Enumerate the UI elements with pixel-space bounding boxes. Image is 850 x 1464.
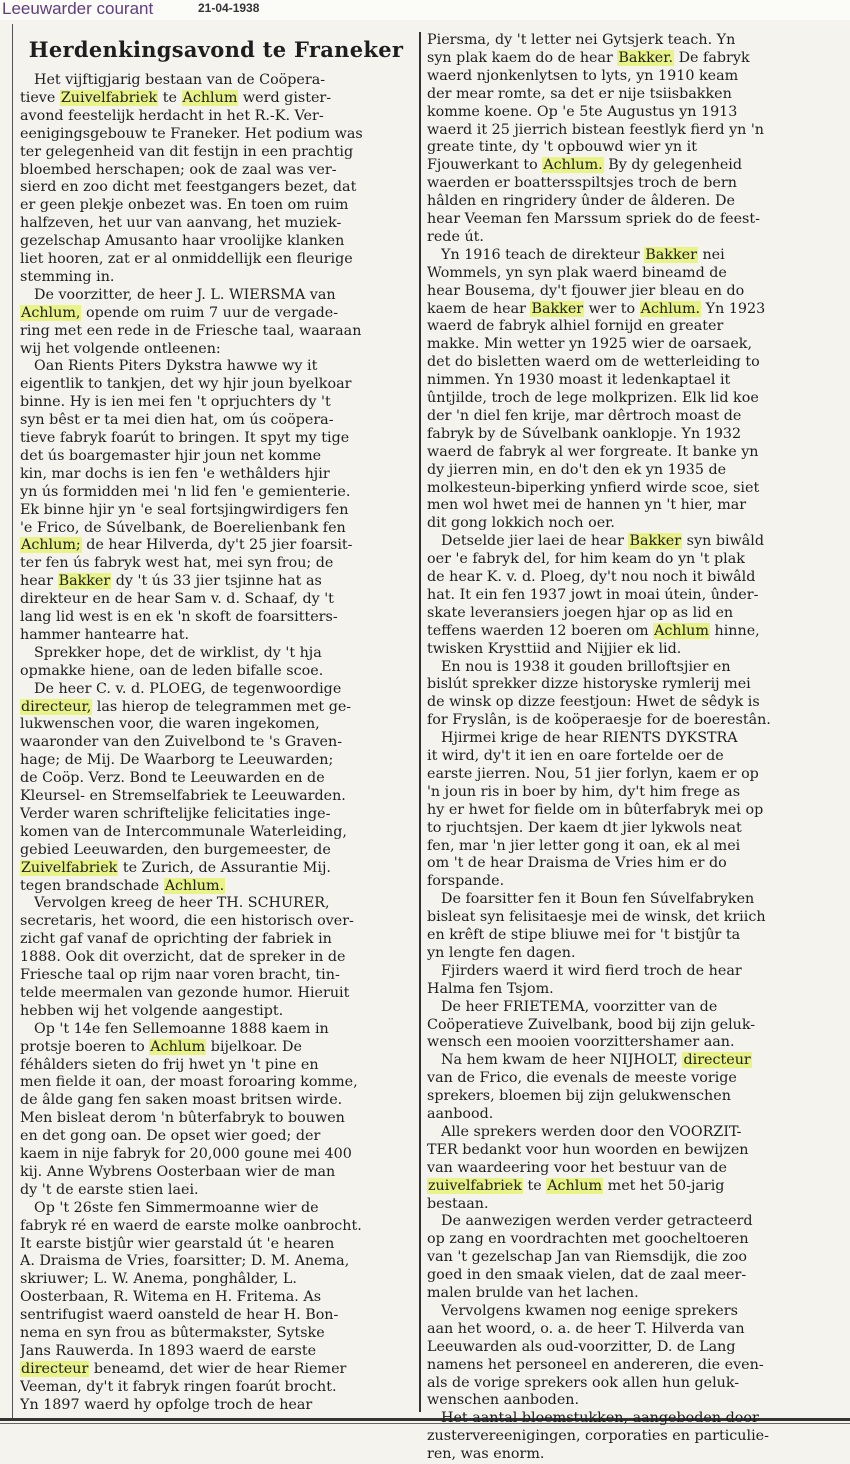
right-line: forspande. (427, 873, 505, 890)
left-line: eigentlik to tankjen, det wy hjir joun byelkoar (20, 376, 352, 393)
left-line: ter fen ús fabryk west hat, mei syn frou; de (20, 555, 334, 572)
search-highlight: Achlum. (640, 300, 701, 317)
right-line: hear Bousema, dy't fjouwer jier bleau en do (427, 282, 745, 299)
search-highlight: Achlum; (21, 537, 81, 554)
left-line: skriuwer; L. W. Anema, ponghâlder, L. (20, 1271, 297, 1288)
right-line: waerd it 25 jierrich bistean feestlyk fierd yn 'n (427, 121, 765, 138)
search-highlight: Bakker (58, 573, 111, 590)
right-line: en krêft de stipe bliuwe mei for 't bistjûr ta (427, 927, 741, 943)
column-divider (419, 32, 421, 1412)
left-line: Het vijftigjarig bestaan van de Coöpera- (34, 72, 326, 88)
left-line: ring met een rede in de Friesche taal, waaraan (20, 322, 362, 339)
left-line: Verder waren schriftelijke felicitaties inge- (20, 805, 331, 822)
right-line: van 't gezelschap Jan van Riemsdijk, die zoo (427, 1249, 747, 1266)
left-line: secretaris, het woord, die een historisch over- (20, 913, 354, 930)
right-line: oer 'e fabryk del, for him keam do yn 't plak (427, 551, 745, 568)
right-line: namens het personeel en andereren, die even- (427, 1356, 764, 1373)
right-line: to rjuchtsjen. Der kaem dt jier lykwols neat (427, 819, 742, 836)
left-line: zicht gaf vanaf de oprichting der fabriek in (20, 931, 332, 948)
right-line: yn lengte fen dagen. (427, 944, 576, 961)
right-line: bestaan. (427, 1195, 489, 1212)
search-highlight: Bakker (645, 246, 697, 263)
right-line: zuivelfabriek te Achlum met het 50-jarig (428, 1177, 725, 1194)
left-line: hear Bakker dy 't ús 33 jier tsjinne hat as (20, 573, 322, 590)
search-highlight: Achlum (150, 1038, 206, 1055)
search-highlight: zuivelfabriek (428, 1177, 522, 1194)
right-line: bislút sprekker dizze historyske rymlerij mei (427, 676, 751, 693)
left-line: Op 't 14e fen Sellemoanne 1888 kaem in (34, 1020, 329, 1037)
right-line: van de Frico, die evenals de meeste vorige (427, 1070, 737, 1087)
left-line: sierd en zoo dicht met feestgangers bezet, dat (20, 179, 357, 196)
left-line: gebied Leeuwarden, den burgemeester, de (20, 841, 331, 858)
right-line: syn plak kaem do de hear Bakker. De fabryk (427, 49, 750, 66)
left-line: hebben wij het volgende aangestipt. (20, 1002, 284, 1019)
search-highlight: Achlum, (21, 304, 81, 321)
left-line: kaem in nije fabryk for 20,000 goune mei 400 (20, 1146, 352, 1162)
search-highlight: Bakker (531, 300, 584, 317)
search-highlight: Zuivelfabriek (60, 89, 158, 106)
right-line: De foarsitter fen it Boun fen Súvelfabryken (441, 891, 755, 908)
left-line: opmakke hiene, oan de leden bifalle scoe. (20, 662, 324, 679)
left-line: kin, mar dochs is ien fen 'e wethâlders hjir (20, 465, 330, 482)
left-line: waaronder van den Zuivelbond te 's Graven- (20, 734, 343, 751)
right-line: De heer FRIETEMA, voorzitter van de (441, 998, 718, 1015)
left-line: De heer C. v. d. PLOEG, de tegenwoordige (34, 680, 342, 697)
right-line: aan het woord, o. a. de heer T. Hilverda van (427, 1320, 745, 1337)
left-line: nema en syn frou as bûtermakster, Sytske (20, 1325, 325, 1341)
left-line: Achlum, opende om ruim 7 uur de vergade- (21, 304, 339, 321)
right-line: Wommels, yn syn plak waerd bineamd de (427, 264, 727, 281)
right-line: goed in den smaak vielen, dat de zaal meer- (427, 1267, 747, 1284)
right-line: twisken Krysttiid and Nijjier ek lid. (427, 640, 682, 657)
left-line: fabryk ré en waerd de earste molke oanbrocht. (20, 1217, 362, 1234)
left-line: De voorzitter, de heer J. L. WIERSMA van (34, 286, 336, 303)
left-column-rule (12, 24, 13, 1419)
left-line: Op 't 26ste fen Simmermoanne wier de (34, 1199, 319, 1216)
right-line: TER bedankt voor hun woorden en bewijzen (427, 1141, 749, 1158)
left-line: Achlum; de hear Hilverda, dy't 25 jier foarsit- (21, 537, 353, 554)
left-line: 'e Frico, de Súvelbank, de Boerelienbank fen (20, 519, 346, 536)
right-line: hat. It ein fen 1937 jowt in moai útein, ûnder- (427, 586, 759, 603)
left-line: 1888. Ook dit overzicht, dat de spreker in de (20, 949, 346, 966)
right-line: det do bisletten waerd om de wetterleiding to (427, 354, 760, 371)
right-line: aanbood. (427, 1106, 494, 1122)
right-line: waerden er boattersspiltsjes troch de bern (427, 175, 737, 192)
right-line: Fjouwerkant to Achlum. By dy gelegenheid (427, 157, 743, 174)
right-line: De aanwezigen werden verder getracteerd (441, 1213, 753, 1230)
right-line: teffens waerden 12 boeren om Achlum hinne, (427, 622, 760, 639)
left-line: Kleursel- en Stremselfabriek te Leeuwarden. (20, 788, 346, 804)
left-line: wij het volgende ontleenen: (20, 340, 221, 357)
right-line: hear Veeman fen Marssum spriek do de feest- (427, 211, 760, 227)
left-line: sentrifugist waerd oansteld de hear H. Bon- (20, 1307, 339, 1324)
search-highlight: Achlum. (164, 877, 225, 894)
left-line: tegen brandschade Achlum. (20, 877, 225, 894)
right-line: makke. Min wetter yn 1925 wier de oarsaek, (427, 336, 753, 353)
right-line: molkesteun-biperking ynfierd wirde scoe, siet (427, 479, 760, 496)
left-line: direkteur en de hear Sam v. d. Schaaf, dy 't (20, 591, 334, 608)
left-line: en det gong oan. De opset wier goed; der (20, 1128, 321, 1145)
right-line: kaem de hear Bakker wer to Achlum. Yn 1923 (427, 300, 766, 317)
right-line: zustervereenigingen, corporaties en particulie- (427, 1428, 769, 1445)
left-line: bloembed herschapen; ook de zaal was ver- (20, 161, 337, 178)
right-line: Coöperatieve Zuivelbank, bood bij zijn geluk- (427, 1016, 756, 1033)
search-highlight: Achlum (182, 89, 238, 106)
left-line: men fielde it oan, der moast foroaring komme, (20, 1074, 358, 1091)
right-line: Fjirders waerd it wird fierd troch de hear (441, 962, 742, 979)
right-line: hâlden en ringridery ûnder de âlderen. De (427, 193, 735, 210)
article-title: Herdenkingsavond te Franeker (28, 37, 404, 62)
left-line: Sprekker hope, det de wirklist, dy 't hja (34, 644, 322, 661)
right-line: men wol hwet mei de hannen yn 't hier, mar (427, 497, 747, 514)
left-line: Veeman, dy't it fabryk ringen foarút brocht. (20, 1378, 337, 1395)
right-line: greate tinte, dy 't opbouwd wier yn it (427, 139, 697, 156)
left-line: de âlde gang fen saken moast britsen wirde. (20, 1092, 343, 1109)
search-highlight: directeur (21, 1360, 89, 1377)
search-highlight: directeur, (21, 698, 92, 715)
right-line: fen, mar 'n jier letter gong it oan, ek al mei (427, 837, 741, 854)
right-line: Het aantal bloemstukken, aangeboden door (441, 1410, 759, 1427)
right-line: Vervolgens kwamen nog eenige sprekers (441, 1302, 738, 1319)
search-highlight: directeur (683, 1052, 751, 1069)
left-line: avond feestelijk herdacht in het R.-K. Ver- (20, 107, 324, 124)
right-line: rede út. (427, 228, 484, 245)
left-line: de Coöp. Verz. Bond te Leeuwarden en de (20, 770, 325, 787)
right-line: Piersma, dy 't letter nei Gytsjerk teach. Yn (427, 32, 736, 48)
right-line: Hjirmei krige de hear RIENTS DYKSTRA (441, 730, 738, 747)
left-line: féhâlders sieten do frij hwet yn 't pine en (20, 1056, 319, 1073)
left-line: Vervolgen kreeg de heer TH. SCHURER, (34, 895, 330, 912)
right-line: de winsk op dizze feestjoun: Hwet de sêdyk is (427, 694, 760, 711)
left-line: Oosterbaan, R. Witema en H. Fritema. As (20, 1289, 322, 1306)
right-line: fabryk by de Súvelbank oanklopje. Yn 1932 (427, 425, 742, 442)
right-line: En nou is 1938 it gouden brilloftsjier en (441, 658, 731, 675)
left-line: Men bisleat derom 'n bûterfabryk to bouwen (20, 1110, 345, 1127)
left-line: eenigingsgebouw te Franeker. Het podium was (20, 125, 363, 142)
left-line: A. Draisma de Vries, foarsitter; D. M. Anema, (20, 1253, 350, 1270)
search-highlight: Achlum. (543, 157, 603, 174)
right-line: Detselde jier laei de hear Bakker syn biwâld (441, 533, 765, 550)
left-line: Oan Rients Piters Dykstra hawwe wy it (34, 358, 318, 375)
left-line: Zuivelfabriek te Zurich, de Assurantie Mij. (21, 859, 331, 876)
left-line: det ús boargemaster hjir joun net komme (20, 447, 322, 464)
search-highlight: Bakker. (618, 49, 674, 66)
left-line: ter gelegenheid van dit festijn in een prachtig (20, 143, 354, 160)
left-line: hage; de Mij. De Waarborg te Leeuwarden; (20, 752, 334, 769)
left-line: liet hooren, zat er al onmiddellijk een fleurige (20, 251, 353, 267)
right-line: nimmen. Yn 1930 moast it ledenkaptael it (427, 372, 731, 389)
search-highlight: Zuivelfabriek (21, 859, 118, 876)
left-line: syn bêst er ta mei dien hat, om ús coöpera- (20, 412, 334, 429)
right-line: bisleat syn felisitaesje mei de winsk, det kriich (427, 909, 766, 926)
left-line: directeur beneamd, det wier de hear Riemer (21, 1360, 347, 1377)
search-highlight: Bakker (629, 533, 682, 550)
right-line: Na hem kwam de heer NIJHOLT, directeur (441, 1052, 751, 1069)
left-line: dy 't de earste stien laei. (20, 1181, 199, 1198)
left-line: halfzeven, het uur van aanvang, het muziek- (20, 215, 342, 232)
right-line: Alle sprekers werden door den VOORZIT- (441, 1123, 742, 1140)
right-line: skate leveransiers joegen hjar op as lid en (427, 604, 734, 621)
search-highlight: Achlum (547, 1177, 603, 1194)
left-line: Friesche taal op rijm naar voren bracht, tin- (20, 967, 340, 983)
search-highlight: Achlum (654, 622, 709, 639)
right-line: it wird, dy't it ien en oare fortelde oer de (427, 748, 724, 764)
right-line: wensch een mooien voorzittershamer aan. (427, 1034, 735, 1051)
right-line: malen brulde van het lachen. (427, 1285, 639, 1301)
right-line: om 't de hear Draisma de Vries him er do (427, 855, 727, 872)
right-line: waerd de fabryk al wer forgreate. It banke yn (427, 443, 759, 460)
left-line: tieve Zuivelfabriek te Achlum werd gister- (20, 89, 332, 106)
left-line: Yn 1897 waerd hy opfolge troch de hear (20, 1396, 313, 1413)
right-line: dy jierren min, en do't den ek yn 1935 de (427, 461, 727, 478)
publication-name: Leeuwarder courant (2, 0, 154, 18)
left-line: lang lid west is en ek 'n skoft de foarsitters- (20, 609, 338, 625)
right-line: wenschen aanboden. (427, 1392, 580, 1409)
publication-date: 21-04-1938 (198, 1, 260, 15)
right-line: 'n joun ris in boer by him, dy't him frege as (427, 783, 741, 800)
left-line: Ek binne hjir yn 'e seal fortsjingwirdigers fen (20, 501, 349, 518)
right-line: waerd njonkenlytsen to lyts, yn 1910 keam (427, 67, 739, 84)
right-line: ren, was enorm. (427, 1446, 545, 1463)
left-line: kij. Anne Wybrens Oosterbaan wier de man (20, 1163, 336, 1180)
right-line: Yn 1916 teach de direkteur Bakker nei (441, 246, 725, 263)
left-line: yn ús formidden mei 'n lid fen 'e gemienterie. (20, 483, 351, 500)
left-line: directeur, las hierop de telegrammen met ge- (21, 698, 352, 715)
right-line: de hear K. v. d. Ploeg, dy't nou noch it biwâld (427, 569, 756, 585)
left-line: komen van de Intercommunale Waterleiding, (20, 823, 347, 840)
right-line: hy er hwet for fielde om in bûterfabryk mei op (427, 801, 764, 818)
right-line: earste jierren. Nou, 51 jier forlyn, kaem er op (427, 765, 759, 782)
right-line: komme koene. Op 'e 5te Augustus yn 1913 (427, 103, 738, 120)
right-line: der mear romte, sa det er nije tsiisbakken (427, 85, 732, 102)
left-line: stemming in. (20, 268, 115, 285)
right-line: op zang en voordrachten met goocheltoeren (427, 1231, 749, 1248)
left-line: telde meermalen van gezonde humor. Hieruit (20, 984, 350, 1001)
right-line: for Fryslân, is de koöperaesje for de boerestân. (427, 712, 771, 729)
right-line: dit gong lokkich noch oer. (427, 515, 615, 532)
right-line: der 'n diel fen krije, mar dêrtroch moast de (427, 407, 742, 424)
clipping-header (0, 0, 850, 20)
right-line: sprekers, bloemen bij zijn gelukwenschen (427, 1088, 731, 1105)
right-line: waerd de fabryk alhiel fornijd en greater (427, 318, 724, 335)
left-line: tieve fabryk foarút to bringen. It spyt my tige (20, 430, 350, 446)
left-line: er geen plekje onbezet was. En toen om ruim (20, 197, 349, 214)
left-line: hammer hantearre hat. (20, 626, 190, 643)
left-line: protsje boeren to Achlum bijelkoar. De (20, 1038, 302, 1055)
right-line: als de vorige sprekers ook allen hun geluk- (427, 1374, 740, 1391)
left-line: It earste bistjûr wier gearstald út 'e hearen (20, 1235, 335, 1252)
left-line: binne. Hy is ien mei fen 't oprjuchters dy 't (20, 394, 331, 411)
left-line: gezelschap Amusanto haar vroolijke klanken (20, 233, 345, 250)
right-line: van waardeering voor het bestuur van de (427, 1159, 727, 1176)
right-line: ûntjilde, troch de lege molkprizen. Elk lid koe (427, 390, 759, 406)
right-line: Halma fen Tsjom. (427, 980, 554, 997)
left-line: lukwenschen voor, die waren ingekomen, (20, 716, 320, 733)
right-line: Leeuwarden als oud-voorzitter, D. de Lang (427, 1338, 736, 1355)
left-line: Jans Rauwerda. In 1893 waerd de earste (20, 1342, 317, 1359)
